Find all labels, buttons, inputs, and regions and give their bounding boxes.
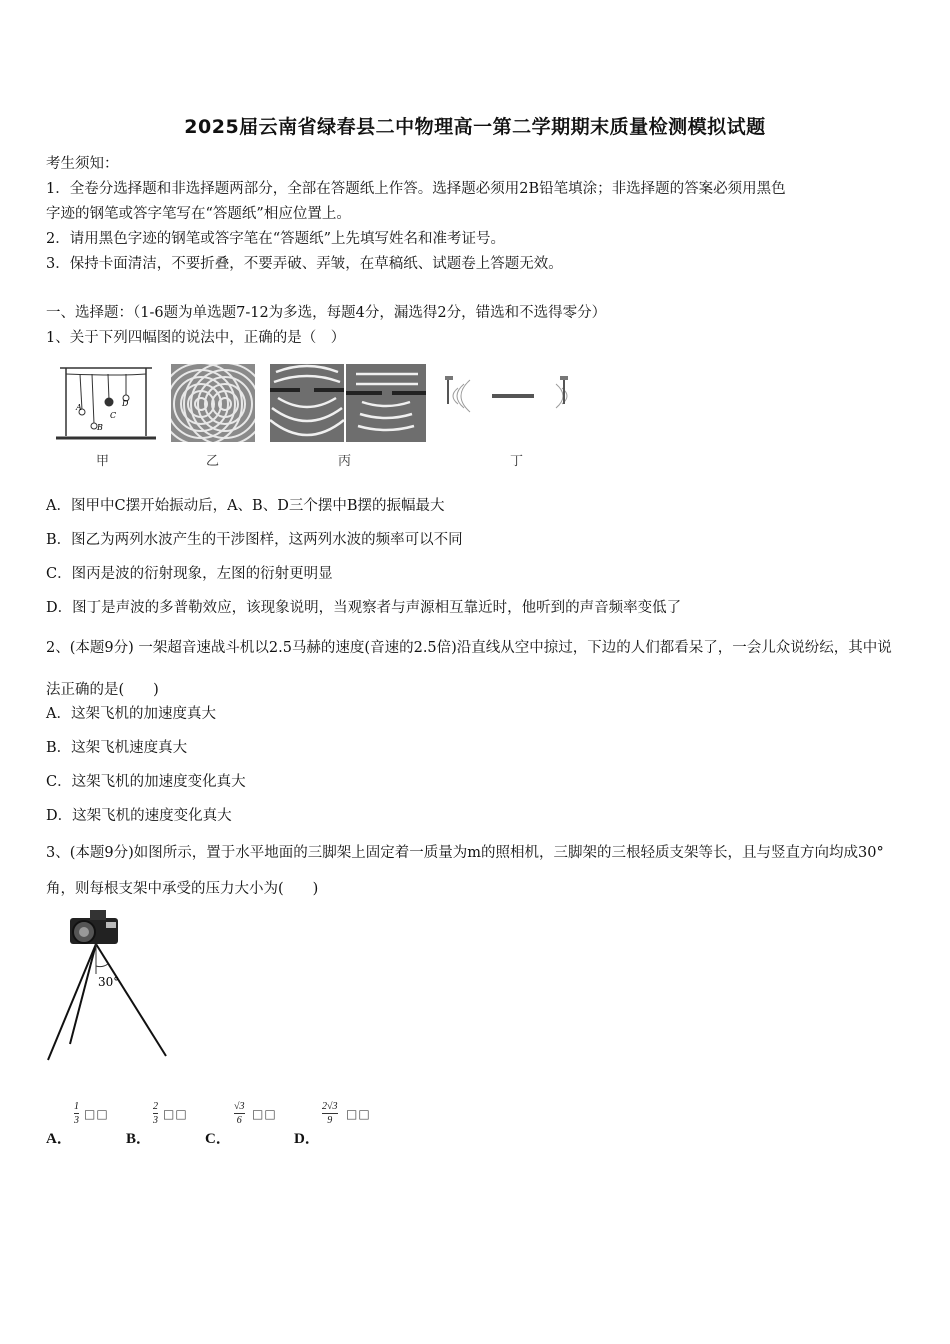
angle-label: 30° — [98, 975, 120, 989]
figure-caption: 乙 — [206, 454, 220, 469]
q2-stem: 2、(本题9分) 一架超音速战斗机以2.5马赫的速度(音速的2.5倍)沿直线从空中掠过，下边的人们都看呆了，一会儿众说纷纭，其中说法正确的是( ) — [46, 640, 892, 698]
pendulum-label: A — [76, 403, 82, 412]
pendulum-label: C — [110, 411, 117, 420]
fraction-numerator: √3 — [234, 1101, 245, 1112]
fraction-denominator: 3 — [153, 1115, 158, 1126]
answer-suffix: □□ — [252, 1107, 277, 1121]
tripod-figure — [44, 904, 174, 1064]
answer-fraction — [234, 1100, 245, 1127]
answer-option-c: C． — [205, 1131, 231, 1147]
q1-stem: 1、关于下列四幅图的说法中，正确的是（ ） — [46, 330, 346, 346]
answer-suffix: □□ — [84, 1107, 109, 1121]
q1-option: D．图丁是声波的多普勒效应，该现象说明，当观察者与声源相互靠近时，他听到的声音频率变低了 — [46, 600, 682, 616]
q2-option: C．这架飞机的加速度变化真大 — [46, 774, 246, 790]
notice-item: 字迹的钢笔或答字笔写在“答题纸”相应位置上。 — [46, 206, 351, 222]
figure-caption: 丁 — [510, 454, 524, 469]
q2-option: D．这架飞机的速度变化真大 — [46, 808, 232, 824]
fraction-numerator: 2√3 — [322, 1101, 338, 1112]
figure-caption: 甲 — [96, 454, 110, 469]
pendulum-figure — [52, 362, 160, 444]
answer-fraction — [153, 1100, 158, 1127]
answer-fraction — [74, 1100, 79, 1127]
diffraction-figure — [270, 364, 426, 442]
doppler-figure — [444, 374, 588, 418]
q2-option: A．这架飞机的加速度真大 — [46, 706, 216, 722]
answer-suffix: □□ — [163, 1107, 188, 1121]
answer-option-d: D． — [294, 1131, 320, 1147]
fraction-denominator: 3 — [74, 1115, 79, 1126]
pendulum-label: D — [122, 399, 129, 408]
figure-caption: 丙 — [338, 454, 352, 469]
interference-figure — [171, 364, 255, 442]
q1-option: A．图甲中C摆开始振动后，A、B、D三个摆中B摆的振幅最大 — [46, 498, 445, 514]
fraction-numerator: 1 — [74, 1101, 79, 1112]
answer-suffix: □□ — [346, 1107, 371, 1121]
notice-heading: 考生须知： — [46, 156, 119, 172]
answer-option-a: A． — [46, 1131, 72, 1147]
page-title: 2025届云南省绿春县二中物理高一第二学期期末质量检测模拟试题 — [184, 116, 766, 138]
notice-item: 2．请用黑色字迹的钢笔或答字笔在“答题纸”上先填写姓名和准考证号。 — [46, 231, 506, 247]
fraction-denominator: 9 — [322, 1113, 338, 1127]
notice-item: 3．保持卡面清洁，不要折叠，不要弄破、弄皱，在草稿纸、试题卷上答题无效。 — [46, 256, 563, 272]
pendulum-label: B — [97, 423, 103, 432]
notice-item: 1．全卷分选择题和非选择题两部分，全部在答题纸上作答。选择题必须用2B铅笔填涂；非选择题的答案必须用黑色 — [46, 181, 786, 197]
answer-option-b: B． — [126, 1131, 152, 1147]
q1-option: C．图丙是波的衍射现象，左图的衍射更明显 — [46, 566, 333, 582]
section-heading: 一、选择题：（1-6题为单选题7-12为多选，每题4分，漏选得2分，错选和不选得零分） — [46, 305, 607, 321]
q2-option: B．这架飞机速度真大 — [46, 740, 188, 756]
answer-fraction — [322, 1100, 338, 1127]
q3-stem: 3、(本题9分)如图所示，置于水平地面的三脚架上固定着一质量为m的照相机，三脚架的三根轻质支架等长，且与竖直方向均成30°角，则每根支架中承受的压力大小为( ) — [46, 845, 884, 897]
fraction-numerator: 2 — [153, 1101, 158, 1112]
q1-option: B．图乙为两列水波产生的干涉图样，这两列水波的频率可以不同 — [46, 532, 463, 548]
fraction-denominator: 6 — [234, 1113, 245, 1127]
